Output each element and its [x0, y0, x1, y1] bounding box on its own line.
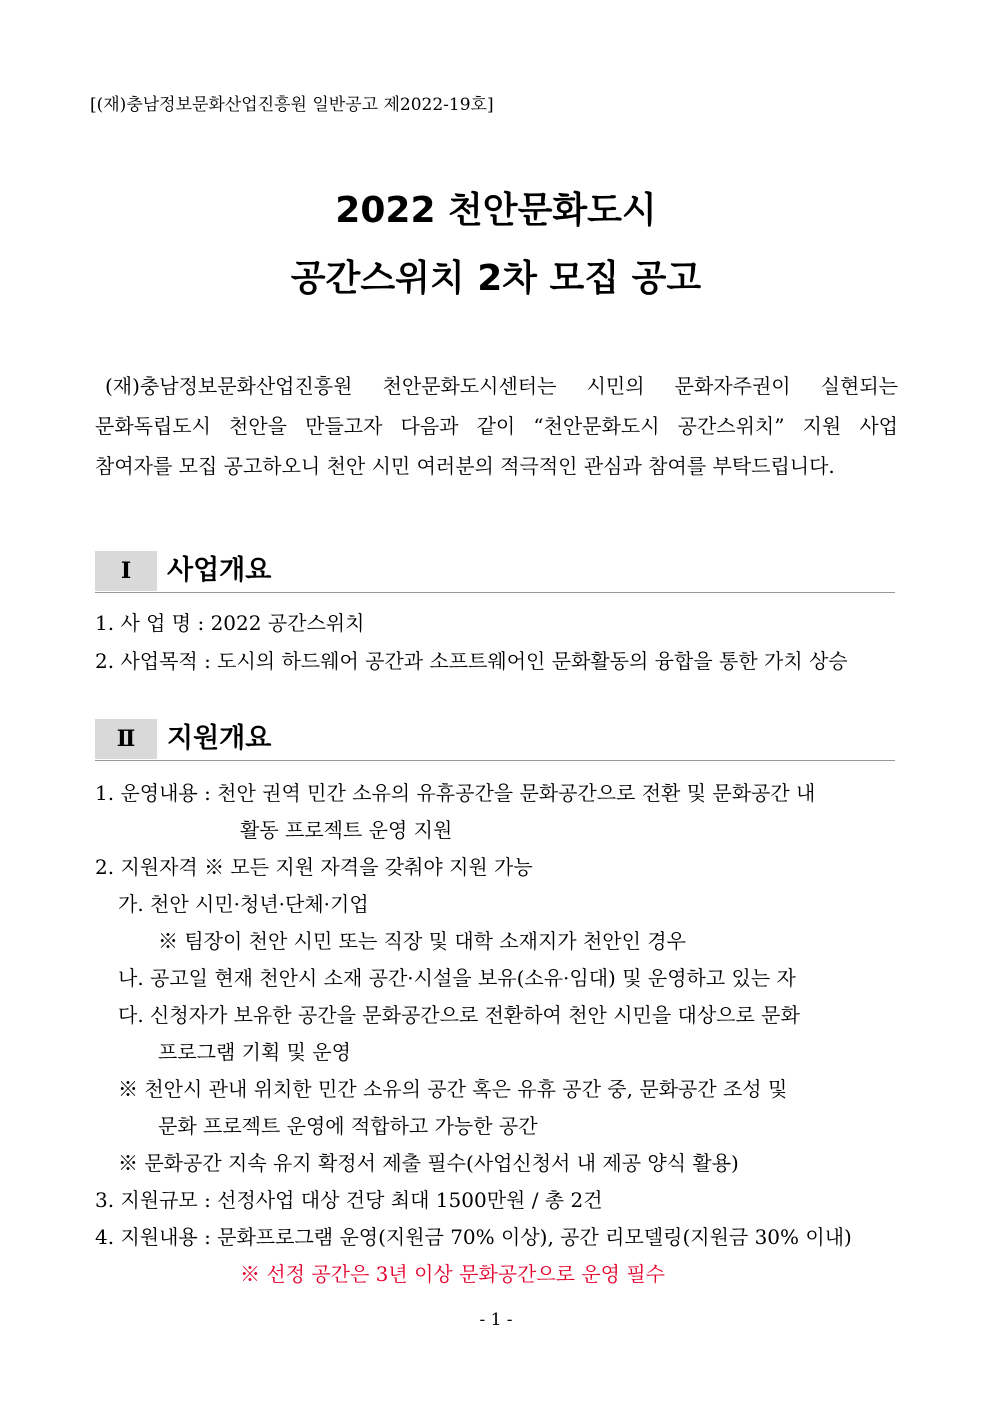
section-number: Ⅰ [95, 551, 157, 591]
support-line: ※ 문화공간 지속 유지 확정서 제출 필수(사업신청서 내 제공 양식 활용) [118, 1151, 739, 1175]
support-line: 프로그램 기획 및 운영 [158, 1040, 351, 1064]
support-line: 가. 천안 시민·청년·단체·기업 [118, 892, 369, 916]
page-title-line1: 2022 천안문화도시 [335, 190, 657, 231]
section-title: 사업개요 [167, 555, 272, 586]
intro-line: 문화독립도시 천안을 만들고자 다음과 같이 “천안문화도시 공간스위치” 지원 사업 [95, 414, 898, 438]
notice-reference: [(재)충남정보문화산업진흥원 일반공고 제2022-19호] [90, 95, 494, 115]
intro-paragraph [95, 366, 898, 486]
support-notice-red: ※ 선정 공간은 3년 이상 문화공간으로 운영 필수 [240, 1262, 665, 1286]
section-number: Ⅱ [95, 719, 157, 759]
support-line: 4. 지원내용 : 문화프로그램 운영(지원금 70% 이상), 공간 리모델링(지원금 30% 이내) [95, 1225, 852, 1249]
overview-item-name: 1. 사 업 명 : 2022 공간스위치 [95, 611, 365, 635]
intro-line: (재)충남정보문화산업진흥원 천안문화도시센터는 시민의 문화자주권이 실현되는 [105, 374, 898, 398]
section-title: 지원개요 [167, 723, 272, 754]
section-header-overview [95, 550, 895, 593]
support-line: 문화 프로젝트 운영에 적합하고 가능한 공간 [158, 1114, 538, 1138]
section-header-support [95, 718, 895, 761]
page-number: - 1 - [479, 1310, 513, 1330]
overview-item-purpose: 2. 사업목적 : 도시의 하드웨어 공간과 소프트웨어인 문화활동의 융합을 통한 가치 상승 [95, 649, 848, 673]
support-line: 3. 지원규모 : 선정사업 대상 건당 최대 1500만원 / 총 2건 [95, 1188, 603, 1212]
support-line: 나. 공고일 현재 천안시 소재 공간·시설을 보유(소유·임대) 및 운영하고 있는 자 [118, 966, 796, 990]
support-line: 1. 운영내용 : 천안 권역 민간 소유의 유휴공간을 문화공간으로 전환 및 문화공간 내 [95, 781, 816, 805]
support-line: ※ 팀장이 천안 시민 또는 직장 및 대학 소재지가 천안인 경우 [158, 929, 686, 953]
intro-line: 참여자를 모집 공고하오니 천안 시민 여러분의 적극적인 관심과 참여를 부탁드립니다. [95, 454, 835, 478]
support-line: ※ 천안시 관내 위치한 민간 소유의 공간 혹은 유휴 공간 중, 문화공간 조성 및 [118, 1077, 788, 1101]
support-line: 활동 프로젝트 운영 지원 [240, 818, 453, 842]
page-title-line2: 공간스위치 2차 모집 공고 [290, 258, 702, 299]
support-line: 다. 신청자가 보유한 공간을 문화공간으로 전환하여 천안 시민을 대상으로 문화 [118, 1003, 800, 1027]
support-line: 2. 지원자격 ※ 모든 지원 자격을 갖춰야 지원 가능 [95, 855, 533, 879]
